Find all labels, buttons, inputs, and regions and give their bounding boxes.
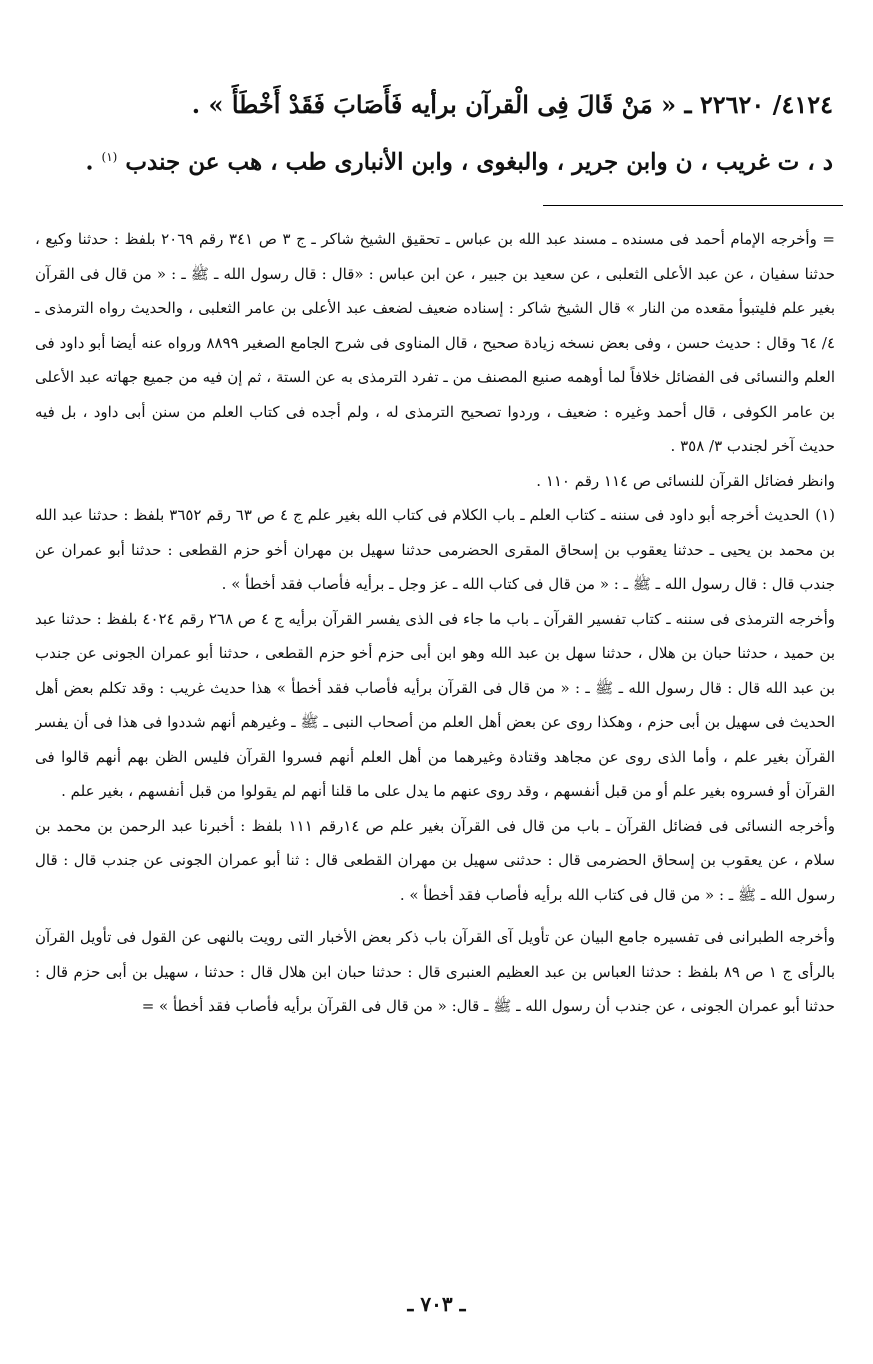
continued-note: = وأخرجه الإمام أحمد فى مسنده ـ مسند عبد الله بن عباس ـ تحقيق الشيخ شاكر ـ ج ٣ ص ٣٤١ رقم ٢٠٦٩ بلفظ : حدثنا وكيع ، حدثنا سفيان ، عن عبد الأعلى الثعلبى ، عن سعيد بن جبير ، عن ابن عباس : «قال : قال رسول الله ـ ﷺ ـ : « من قال فى القرآن بغير علم فليتبوأ مقعده من النار » قال الشيخ شاكر : إسناده ضعيف لضعف عبد الأعلى بن عامر الثعلبى ، والحديث رواه الترمذى ـ ٤/ ٦٤ وقال : حديث حسن ، وفى بعض نسخه زيادة صحيح ، قال المناوى فى شرح الجامع الصغير ٨٨٩٩ ورواه عنه أيضا أبو داود فى العلم والنسائى فى الفضائل خلافاً لما أوهمه صنيع المصنف من ـ تفرد الترمذى به عن الستة ، ثم إن فيه من جميع جهاته عبد الأعلى بن عامر الكوفى ، قال أحمد وغيره : ضعيف ، وردوا تصحيح الترمذى له ، ولم أجده فى كتاب العلم من سنن أبى داود ، بل فيه حديث آخر لجندب ٣/ ٣٥٨ . <box>35 230 835 455</box>
footnote-paragraph: وأخرجه الترمذى فى سننه ـ كتاب تفسير القرآن ـ باب ما جاء فى الذى يفسر القرآن برأيه ج ٤ ص ٢٦٨ رقم ٤٠٢٤ بلفظ : حدثنا عبد بن حميد ، حدثنا حبان بن هلال ، حدثنا سهل بن عبد الله وهو ابن أبى حزم أخو حزم القطعى ، حدثنا أبو عمران الجونى عن جندب بن عبد الله قال : قال رسول الله ـ ﷺ ـ : « من قال فى القرآن برأيه فأصاب فقد أخطأ » هذا حديث غريب : وقد تكلم بعض أهل الحديث فى سهيل بن أبى حزم ، وهكذا روى عن بعض أهل العلم من أصحاب النبى ـ ﷺ ـ وغيرهم أنهم شددوا فى هذا فى أن يفسر القرآن بغير علم ، وأما الذى روى عن مجاهد وقتادة وغيرهما من أهل العلم أنهم فسروا القرآن فليس الظن بهم أنهم قالوا فى القرآن أو فسروه بغير علم أو من قبل أنفسهم ، وقد روى عنهم ما يدل على ما قلنا أنهم لم يقولوا من قبل أنفسهم ، بغير علم . <box>35 609 835 800</box>
hadith-text: ٤١٢٤/ ٢٢٦٢٠ ـ « مَنْ قَالَ فِى الْقرآن برأيه فَأَصَابَ فَقَدْ أَخْطَأَ » . <box>191 90 833 119</box>
footnote-mark: (١) <box>815 506 835 524</box>
footnote-paragraph: وأخرجه النسائى فى فضائل القرآن ـ باب من قال فى القرآن بغير علم ص ١٤رقم ١١١ بلفظ : أخبرنا عبد الرحمن بن محمد بن سلام ، عن يعقوب بن إسحاق الحضرمى قال : حدثنى سهيل بن مهران القطعى قال : ثنا أبو عمران الجونى عن جندب قال : قال رسول الله ـ ﷺ ـ : « من قال فى كتاب الله برأيه فأصاب فقد أخطأ » . <box>35 816 835 904</box>
footnote-paragraph: وأخرجه الطبرانى فى تفسيره جامع البيان عن تأويل آى القرآن باب ذكر بعض الأخبار التى رويت بالنهى عن القول فى تأويل القرآن بالرأى ج ١ ص ٨٩ بلفظ : حدثنا العباس بن عبد العظيم العنبرى قال : حدثنا حبان ابن هلال قال : حدثنا ، سهيل بن أبى حزم قال : حدثنا أبو عمران الجونى ، عن جندب أن رسول الله ـ ﷺ ـ قال: « من قال فى القرآن برأيه فأصاب فقد أخطأ » = <box>35 928 835 1015</box>
hadith-sources <box>33 140 833 180</box>
footnotes-area <box>35 222 835 1242</box>
footnote-paragraph: الحديث أخرجه أبو داود فى سننه ـ كتاب العلم ـ باب الكلام فى كتاب الله بغير علم ج ٤ ص ٦٣ رقم ٣٦٥٢ بلفظ : حدثنا عبد الله بن محمد بن يحيى ـ حدثنا يعقوب بن إسحاق المقرى الحضرمى حدثنا سهيل بن مهران أخو حزم القطعى : حدثنا أبو عمران عن جندب قال : قال رسول الله ـ ﷺ ـ : « من قال فى كتاب الله ـ عز وجل ـ برأيه فأصاب فقد أخطأ » . <box>35 506 835 593</box>
continued-note-ref: وانظر فضائل القرآن للنسائى ص ١١٤ رقم ١١٠ . <box>536 471 835 490</box>
page-number: ـ ٧٠٣ ـ <box>407 1292 466 1316</box>
sources-text: د ، ت غريب ، ن وابن جرير ، والبغوى ، وابن الأنبارى طب ، هب عن جندب <box>125 148 833 176</box>
footnote-separator <box>543 205 843 206</box>
footnote-1 <box>35 498 835 602</box>
footnote-reference: (١) <box>101 150 118 164</box>
sources-end: . <box>85 148 94 176</box>
